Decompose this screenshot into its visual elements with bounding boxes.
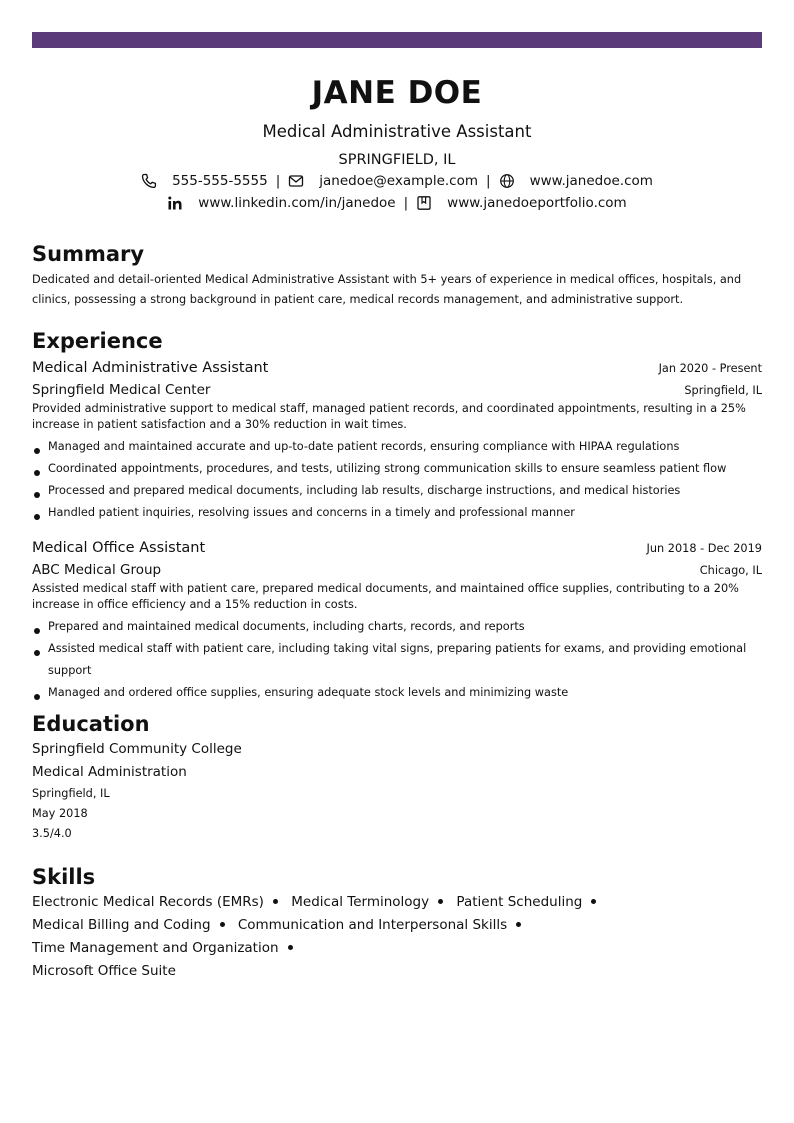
company-name: Springfield Medical Center (32, 382, 211, 398)
skills-list (32, 891, 772, 983)
company-name: ABC Medical Group (32, 562, 162, 578)
job-entry (32, 358, 762, 524)
candidate-role: Medical Administrative Assistant (262, 122, 532, 141)
summary-heading: Summary (32, 242, 145, 266)
job-title: Medical Office Assistant (32, 540, 206, 556)
summary-text: Dedicated and detail-oriented Medical Administrative Assistant with 5+ years of experience in medical offices, hospitals, and clinics, possessing a strong background in patient care, medical records management, and administrative support. (32, 273, 742, 306)
contact-separator: | (403, 195, 409, 211)
bullet-dot (591, 899, 596, 904)
phone-text[interactable]: 555-555-5555 (172, 173, 268, 189)
skill-item: Patient Scheduling (456, 894, 583, 910)
job-title: Medical Administrative Assistant (32, 360, 269, 376)
list-item: Processed and prepared medical documents, including lab results, discharge instructions, and medical histories (32, 480, 762, 502)
graduation-date: May 2018 (32, 807, 88, 820)
education-section (32, 710, 762, 844)
job-bullets (32, 616, 762, 704)
portfolio-link[interactable]: www.janedoeportfolio.com (447, 195, 627, 211)
bullet-dot (288, 945, 293, 950)
job-entry (32, 538, 762, 704)
list-item: Coordinated appointments, procedures, and tests, utilizing strong communication skills to ensure seamless patient flow (32, 458, 762, 480)
education-heading: Education (32, 712, 150, 736)
mail-icon (288, 173, 304, 189)
list-item: Prepared and maintained medical documents, including charts, records, and reports (32, 616, 762, 638)
list-item: Managed and maintained accurate and up-to-date patient records, ensuring compliance with HIPAA regulations (32, 436, 762, 458)
contact-row-secondary (32, 192, 762, 214)
skill-item: Time Management and Organization (32, 940, 279, 956)
accent-bar (32, 32, 762, 48)
skills-heading: Skills (32, 865, 96, 889)
website-link[interactable]: www.janedoe.com (529, 173, 653, 189)
gpa: 3.5/4.0 (32, 827, 72, 840)
skill-item: Microsoft Office Suite (32, 963, 176, 979)
list-item: Assisted medical staff with patient care, including taking vital signs, preparing patients for exams, and providing emotional support (32, 638, 762, 682)
bullet-dot (516, 922, 521, 927)
linkedin-link[interactable]: www.linkedin.com/in/janedoe (198, 195, 396, 211)
school-name: Springfield Community College (32, 741, 242, 757)
skills-section (32, 863, 762, 983)
education-location: Springfield, IL (32, 787, 110, 800)
skill-item: Medical Terminology (291, 894, 430, 910)
resume-header (32, 72, 762, 214)
job-description: Provided administrative support to medical staff, managed patient records, and coordinated appointments, resulting in a 25% increase in patient satisfaction and a 30% reduction in wait times. (32, 402, 746, 431)
candidate-name: JANE DOE (311, 75, 483, 111)
experience-section (32, 327, 762, 704)
portfolio-icon (416, 195, 432, 211)
candidate-location: SPRINGFIELD, IL (338, 152, 456, 168)
email-text[interactable]: janedoe@example.com (319, 173, 479, 189)
job-location: Chicago, IL (699, 564, 762, 577)
contact-separator: | (486, 173, 491, 189)
skill-item: Communication and Interpersonal Skills (237, 917, 508, 933)
job-bullets (32, 436, 762, 524)
linkedin-icon (167, 195, 183, 211)
job-location: Springfield, IL (684, 384, 762, 397)
skill-item: Medical Billing and Coding (32, 917, 211, 933)
bullet-dot (273, 899, 278, 904)
summary-section (32, 240, 762, 310)
contact-separator: | (275, 173, 281, 189)
list-item: Handled patient inquiries, resolving issues and concerns in a timely and professional manner (32, 502, 762, 524)
job-dates: Jun 2018 - Dec 2019 (646, 542, 762, 555)
globe-icon (499, 173, 515, 189)
degree-name: Medical Administration (32, 764, 187, 780)
job-description: Assisted medical staff with patient care, prepared medical documents, and maintained office supplies, contributing to a 20% increase in office efficiency and a 15% reduction in costs. (32, 582, 739, 611)
bullet-dot (438, 899, 443, 904)
skill-item: Electronic Medical Records (EMRs) (32, 894, 264, 910)
contact-row-primary (32, 170, 762, 192)
job-dates: Jan 2020 - Present (658, 362, 762, 375)
experience-heading: Experience (32, 329, 163, 353)
phone-icon (141, 173, 157, 189)
bullet-dot (220, 922, 225, 927)
list-item: Managed and ordered office supplies, ensuring adequate stock levels and minimizing waste (32, 682, 762, 704)
